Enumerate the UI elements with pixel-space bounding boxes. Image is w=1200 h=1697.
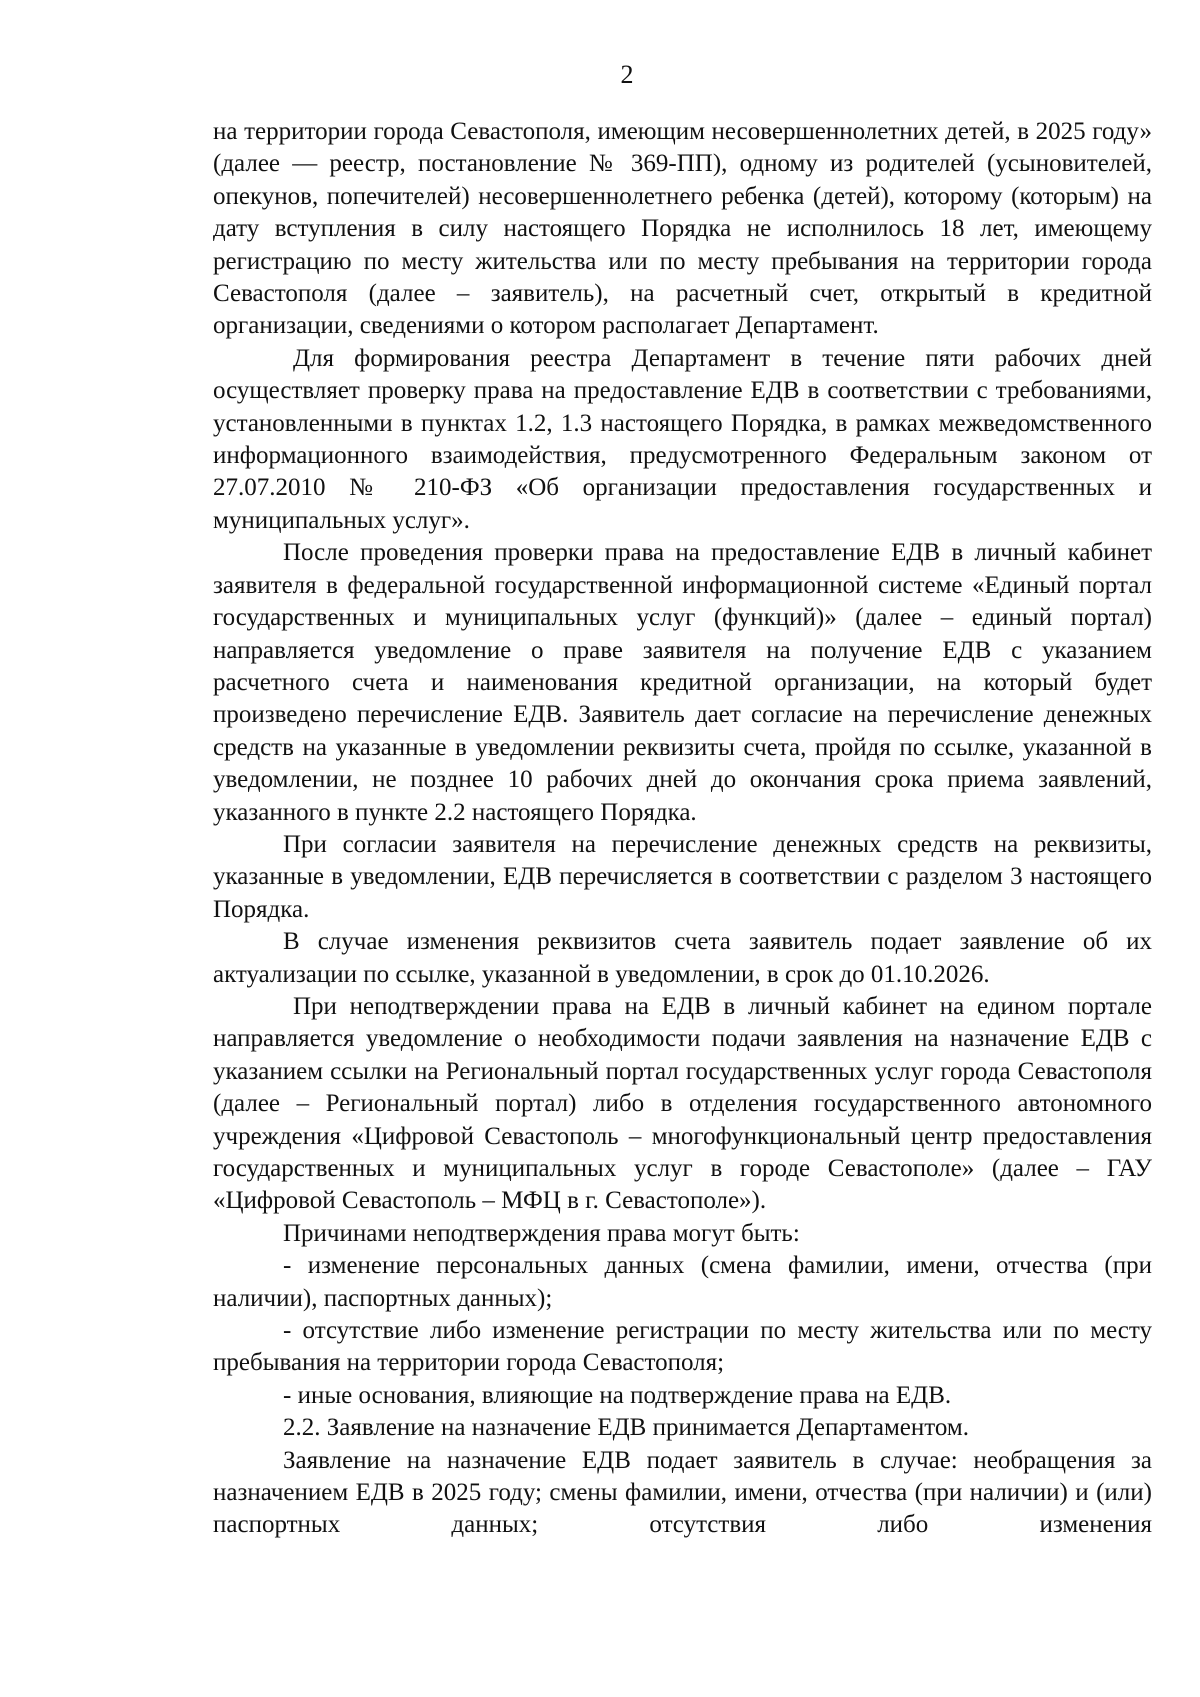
list-item-1: - изменение персональных данных (смена фамилии, имени, отчества (при наличии), паспортных данных); [213, 1252, 1152, 1312]
page-number: 2 [620, 60, 634, 89]
section-2-2-heading: 2.2. Заявление на назначение ЕДВ принимается Департаментом. [283, 1414, 969, 1442]
paragraph-5: В случае изменения реквизитов счета заявитель подает заявление об их актуализации по ссылке, указанной в уведомлении, в срок до 01.10.2026. [213, 928, 1152, 988]
paragraph-2: Для формирования реестра Департамент в течение пяти рабочих дней осуществляет проверку права на предоставление ЕДВ в соответствии с требованиями, установленными в пунктах 1.2, 1.3 настоящего Порядка, в рамках межведомственного информационного взаимодействия, предусмотренного Федеральным законом от 27.07.2010 № 210-ФЗ «Об организации предоставления государственных и муниципальных услуг». [213, 344, 1152, 534]
list-item-3: - иные основания, влияющие на подтверждение права на ЕДВ. [283, 1381, 952, 1409]
document-body [213, 116, 1152, 1542]
paragraph-1: на территории города Севастополя, имеющим несовершеннолетних детей, в 2025 году» (далее — реестр, постановление № 369-ПП), одному из родителей (усыновителей, опекунов, попечителей) несовершеннолетнего ребенка (детей), которому (которым) на дату вступления в силу настоящего Порядка не исполнилось 18 лет, имеющему регистрацию по месту жительства или по месту пребывания на территории города Севастополя (далее – заявитель), на расчетный счет, открытый в кредитной организации, сведениями о котором располагает Департамент. [213, 118, 1152, 340]
paragraph-4: При согласии заявителя на перечисление денежных средств на реквизиты, указанные в уведомлении, ЕДВ перечисляется в соответствии с разделом 3 настоящего Порядка. [213, 830, 1152, 923]
paragraph-6: При неподтверждении права на ЕДВ в личный кабинет на едином портале направляется уведомление о необходимости подачи заявления на назначение ЕДВ с указанием ссылки на Региональный портал государственных услуг города Севастополя (далее – Региональный портал) либо в отделения государственного автономного учреждения «Цифровой Севастополь – многофункциональный центр предоставления государственных и муниципальных услуг в городе Севастополе» (далее – ГАУ «Цифровой Севастополь – МФЦ в г. Севастополе»). [213, 992, 1152, 1215]
paragraph-8: Заявление на назначение ЕДВ подает заявитель в случае: необращения за назначением ЕДВ в 2025 году; смены фамилии, имени, отчества (при наличии) и (или) паспортных данных; отсутствия либо изменения [213, 1446, 1152, 1539]
paragraph-3: После проведения проверки права на предоставление ЕДВ в личный кабинет заявителя в федеральной государственной информационной системе «Единый портал государственных и муниципальных услуг (функций)» (далее – единый портал) направляется уведомление о праве заявителя на получение ЕДВ с указанием расчетного счета и наименования кредитной организации, на который будет произведено перечисление ЕДВ. Заявитель дает согласие на перечисление денежных средств на указанные в уведомлении реквизиты счета, пройдя по ссылке, указанной в уведомлении, не позднее 10 рабочих дней до окончания срока приема заявлений, указанного в пункте 2.2 настоящего Порядка. [213, 539, 1152, 826]
list-item-2: - отсутствие либо изменение регистрации по месту жительства или по месту пребывания на территории города Севастополя; [213, 1317, 1152, 1377]
paragraph-7: Причинами неподтверждения права могут быть: [283, 1219, 800, 1247]
